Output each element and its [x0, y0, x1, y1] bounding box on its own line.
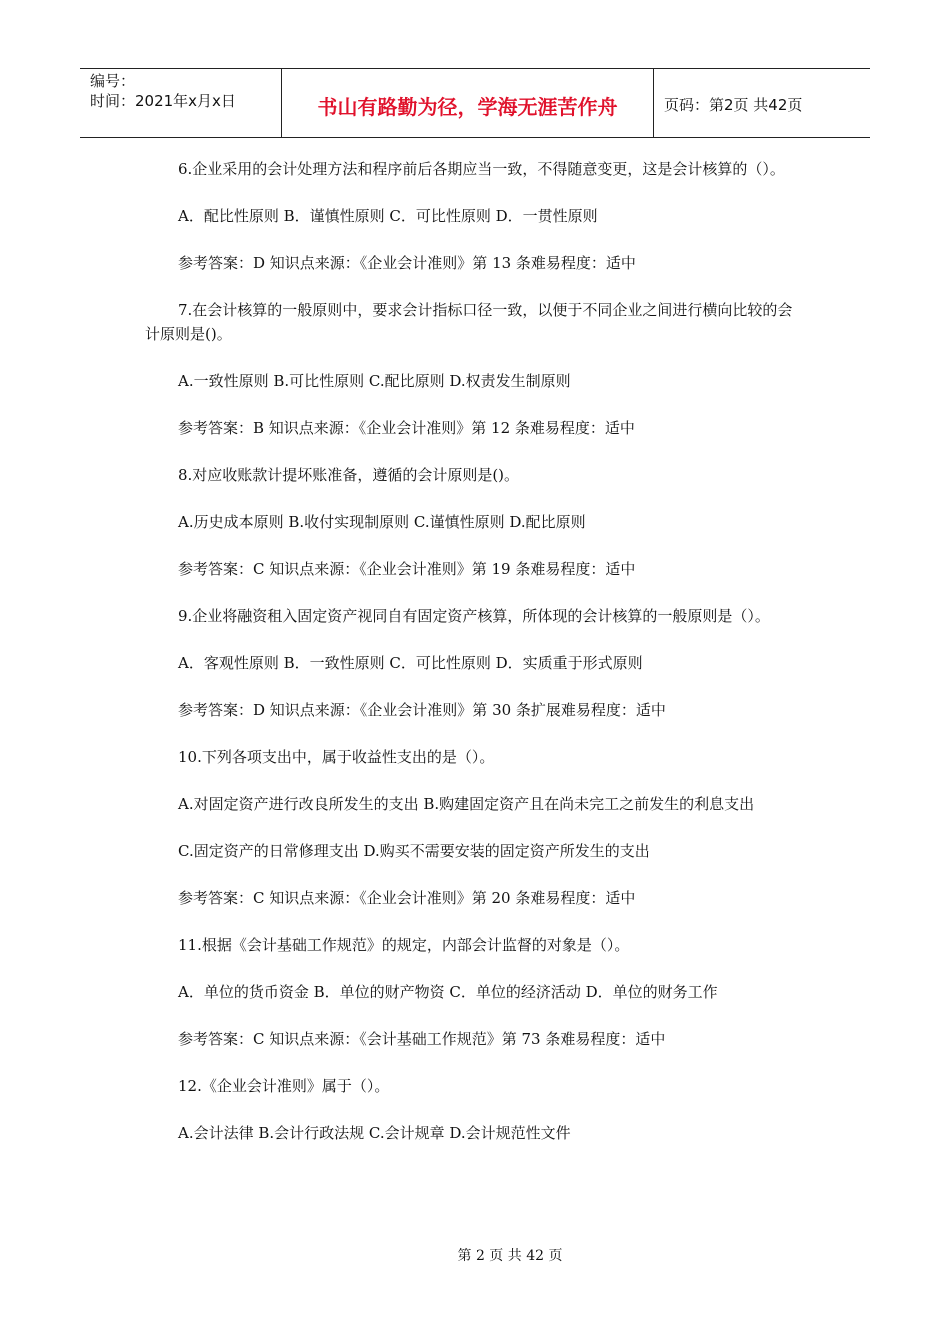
document-time: 时间：2021年x月x日: [90, 92, 236, 110]
question-8-answer: 参考答案：C 知识点来源：《企业会计准则》第 19 条难易程度：适中: [178, 560, 636, 578]
question-7-options: A.一致性原则 B.可比性原则 C.配比原则 D.权责发生制原则: [178, 372, 571, 390]
header-motto: 书山有路勤为径，学海无涯苦作舟: [282, 69, 654, 137]
header-meta: [80, 69, 282, 137]
question-6-answer: 参考答案：D 知识点来源：《企业会计准则》第 13 条难易程度：适中: [178, 254, 636, 272]
question-11-options: A．单位的货币资金 B．单位的财产物资 C．单位的经济活动 D．单位的财务工作: [178, 983, 718, 1001]
question-6: 6.企业采用的会计处理方法和程序前后各期应当一致，不得随意变更，这是会计核算的（）。: [178, 160, 785, 178]
page-footer: 第 2 页 共 42 页: [457, 1248, 563, 1264]
question-8: 8.对应收账款计提坏账准备，遵循的会计原则是()。: [178, 466, 520, 484]
question-10: 10.下列各项支出中，属于收益性支出的是（）。: [178, 748, 495, 766]
document-number-label: 编号：: [90, 72, 136, 90]
question-11: 11.根据《会计基础工作规范》的规定，内部会计监督的对象是（）。: [178, 936, 630, 954]
question-7-answer: 参考答案：B 知识点来源：《企业会计准则》第 12 条难易程度：适中: [178, 419, 635, 437]
question-11-answer: 参考答案：C 知识点来源：《会计基础工作规范》第 73 条难易程度：适中: [178, 1030, 666, 1048]
question-12-options: A.会计法律 B.会计行政法规 C.会计规章 D.会计规范性文件: [178, 1124, 571, 1142]
question-10-options-cd: C.固定资产的日常修理支出 D.购买不需要安装的固定资产所发生的支出: [178, 842, 650, 860]
question-6-options: A．配比性原则 B．谨慎性原则 C．可比性原则 D．一贯性原则: [178, 207, 598, 225]
question-9-answer: 参考答案：D 知识点来源：《企业会计准则》第 30 条扩展难易程度：适中: [178, 701, 666, 719]
question-10-options-ab: A.对固定资产进行改良所发生的支出 B.购建固定资产且在尚未完工之前发生的利息支出: [178, 795, 755, 813]
document-body: [145, 157, 805, 1145]
header-page-info: 页码：第2页 共42页: [664, 95, 803, 114]
question-9: 9.企业将融资租入固定资产视同自有固定资产核算，所体现的会计核算的一般原则是（）。: [178, 607, 770, 625]
question-12: 12.《企业会计准则》属于（）。: [178, 1077, 390, 1095]
question-10-answer: 参考答案：C 知识点来源：《企业会计准则》第 20 条难易程度：适中: [178, 889, 636, 907]
question-7: 7.在会计核算的一般原则中，要求会计指标口径一致，以便于不同企业之间进行横向比较的会计原则是()。: [145, 301, 793, 343]
question-9-options: A．客观性原则 B．一致性原则 C．可比性原则 D．实质重于形式原则: [178, 654, 643, 672]
question-8-options: A.历史成本原则 B.收付实现制原则 C.谨慎性原则 D.配比原则: [178, 513, 586, 531]
page-header: [80, 68, 870, 138]
